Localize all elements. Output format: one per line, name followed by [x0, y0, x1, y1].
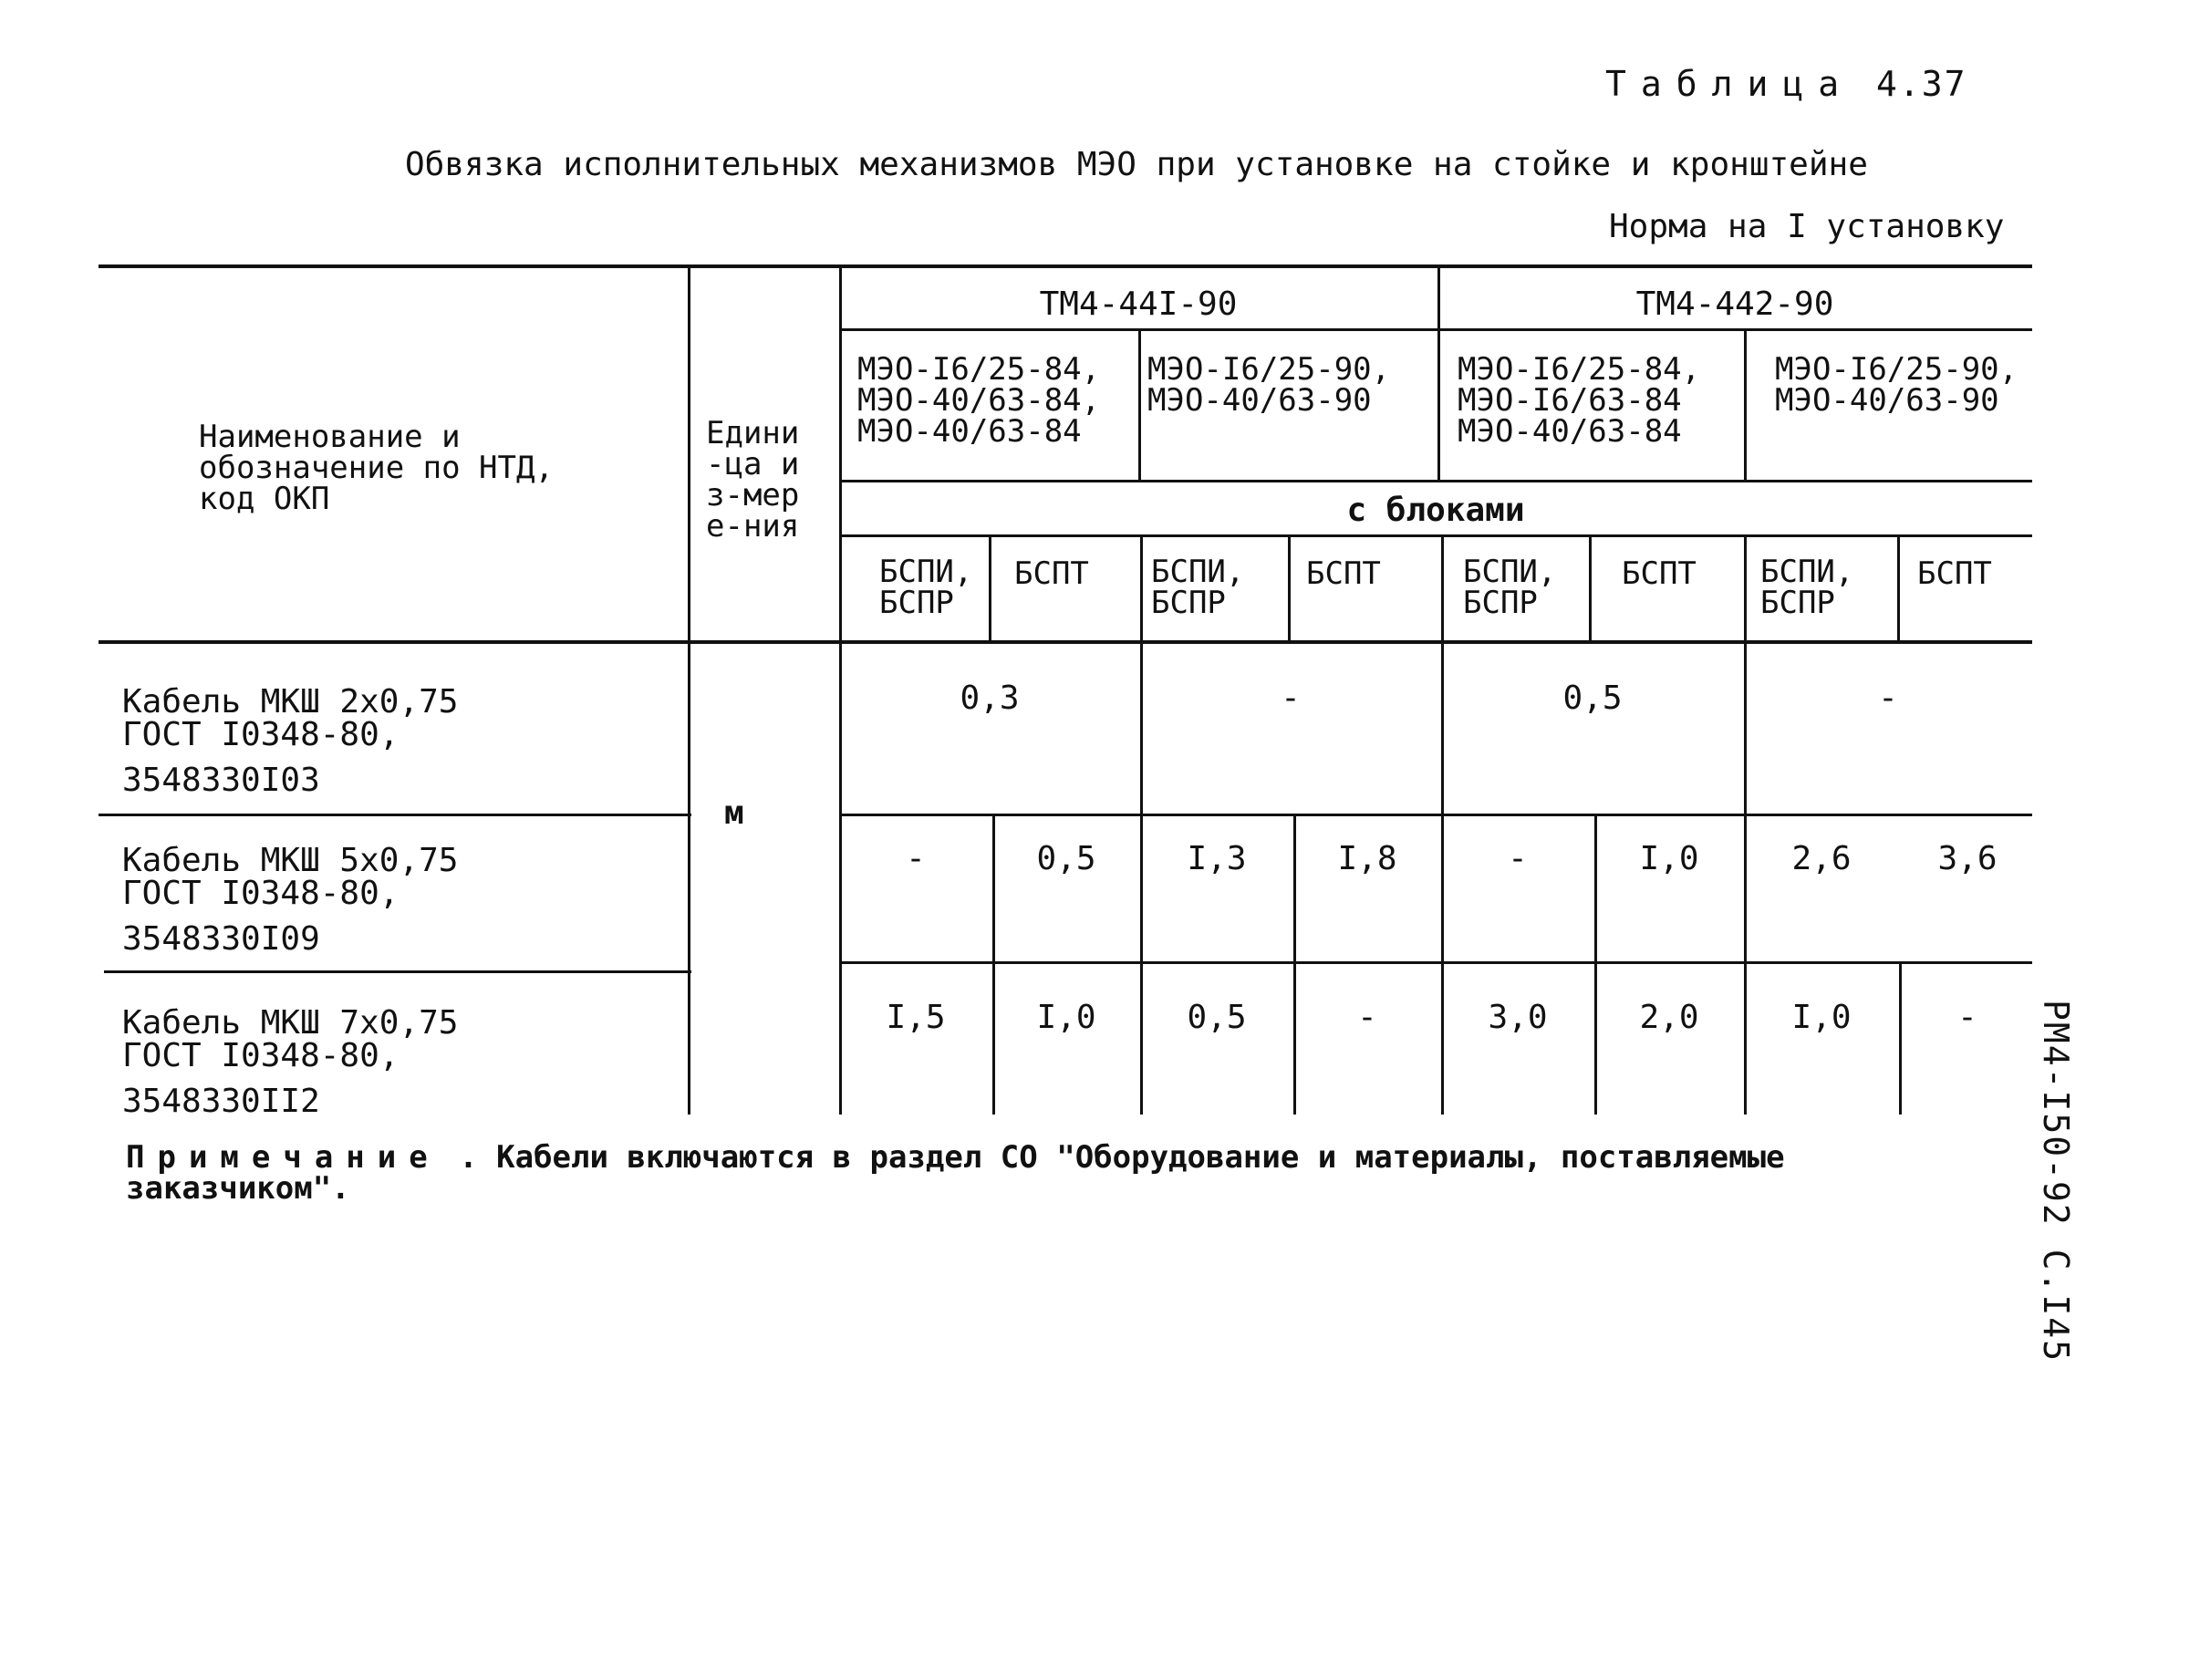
- row-okp: 3548330I03: [122, 762, 320, 799]
- row-gost: ГОСТ I0348-80,: [122, 1037, 400, 1074]
- cell-value: I,0: [1639, 840, 1699, 877]
- row-gost: ГОСТ I0348-80,: [122, 875, 400, 912]
- row-name: Кабель МКШ 5х0,75: [122, 842, 459, 879]
- cell-value: 2,6: [1791, 840, 1852, 877]
- page-code: РМ4-I50-92 С.I45: [2036, 1000, 2076, 1364]
- cell-value: 0,5: [1187, 999, 1247, 1036]
- block-label: БСПИ, БСПР: [1151, 554, 1245, 621]
- sub-b1-header: МЭО-I6/25-84, МЭО-I6/63-84 МЭО-40/63-84: [1458, 351, 1701, 450]
- block-label: БСПТ: [1622, 555, 1697, 592]
- blocks-header: с блоками: [1346, 492, 1525, 529]
- group-a-header: ТМ4-44I-90: [1039, 285, 1238, 323]
- sub-a-divider: [1138, 328, 1141, 480]
- row-gost: ГОСТ I0348-80,: [122, 716, 400, 753]
- group-b-header: ТМ4-442-90: [1635, 285, 1834, 323]
- row2-values-divider: [839, 961, 2032, 964]
- cell-value: -: [906, 840, 926, 877]
- cell-value: -: [1281, 679, 1301, 717]
- block-label: БСПИ, БСПР: [1760, 554, 1854, 621]
- col-2-border-header: [989, 534, 991, 640]
- block-label: БСПИ, БСПР: [879, 554, 973, 621]
- row-okp: 3548330I09: [122, 920, 320, 958]
- table-number-heading: [1605, 64, 1967, 104]
- col-6-border-header: [1589, 534, 1592, 640]
- note-label: Примечание: [126, 1139, 441, 1176]
- table-number: 4.37: [1876, 64, 1967, 104]
- col-8-border-header: [1897, 534, 1900, 640]
- cell-value: 3,6: [1937, 840, 1998, 877]
- table-note: [126, 1139, 1950, 1207]
- block-label: БСПТ: [1306, 555, 1381, 592]
- table-word: Таблица: [1605, 64, 1854, 104]
- header-bottom-border: [99, 640, 2032, 644]
- blocks-header-divider: [839, 534, 2032, 537]
- name-column-header: Наименование и обозначение по НТД, код ОКП: [199, 419, 554, 517]
- block-label: БСПТ: [1917, 555, 1992, 592]
- sub-b2-header: МЭО-I6/25-90, МЭО-40/63-90: [1775, 351, 2018, 419]
- col-4-border-header: [1288, 534, 1291, 640]
- row-name: Кабель МКШ 7х0,75: [122, 1004, 459, 1042]
- unit-value: м: [724, 794, 744, 832]
- sub-a2-header: МЭО-I6/25-90, МЭО-40/63-90: [1147, 351, 1391, 419]
- row-name: Кабель МКШ 2х0,75: [122, 683, 459, 721]
- col-8-border-body: [1899, 961, 1902, 1115]
- block-label: БСПИ, БСПР: [1463, 554, 1557, 621]
- table-title: Обвязка исполнительных механизмов МЭО при установке на стойке и кронштейне: [405, 146, 1868, 183]
- cell-value: -: [1957, 999, 1977, 1036]
- cell-value: -: [1357, 999, 1377, 1036]
- cell-value: 2,0: [1639, 999, 1699, 1036]
- subgroup-header-divider: [839, 480, 2032, 482]
- unit-column-left-border: [688, 264, 690, 1115]
- cell-value: I,8: [1337, 840, 1397, 877]
- sub-b-divider: [1744, 328, 1747, 480]
- row-okp: 3548330II2: [122, 1083, 320, 1120]
- cell-value: 0,5: [1562, 679, 1623, 717]
- cell-value: I,3: [1187, 840, 1247, 877]
- cell-value: I,0: [1791, 999, 1852, 1036]
- norm-note: Норма на I установку: [1609, 208, 2005, 245]
- cell-value: 0,3: [960, 679, 1020, 717]
- note-text: . Кабели включаются в раздел СО "Оборудование и материалы, поставляемые заказчиком".: [126, 1139, 1785, 1207]
- row1-name-divider: [99, 814, 691, 816]
- table-top-border: [99, 264, 2032, 268]
- cell-value: -: [1878, 679, 1898, 717]
- cell-value: 3,0: [1488, 999, 1548, 1036]
- block-label: БСПТ: [1014, 555, 1089, 592]
- unit-column-header: Едини-ца из-мере-ния: [706, 415, 800, 544]
- cell-value: I,5: [886, 999, 946, 1036]
- group-header-divider: [839, 328, 2032, 331]
- row1-values-divider: [839, 814, 2032, 816]
- cell-value: -: [1508, 840, 1528, 877]
- sub-a1-header: МЭО-I6/25-84, МЭО-40/63-84, МЭО-40/63-84: [857, 351, 1101, 450]
- cell-value: 0,5: [1036, 840, 1096, 877]
- row2-name-divider: [104, 970, 691, 973]
- cell-value: I,0: [1036, 999, 1096, 1036]
